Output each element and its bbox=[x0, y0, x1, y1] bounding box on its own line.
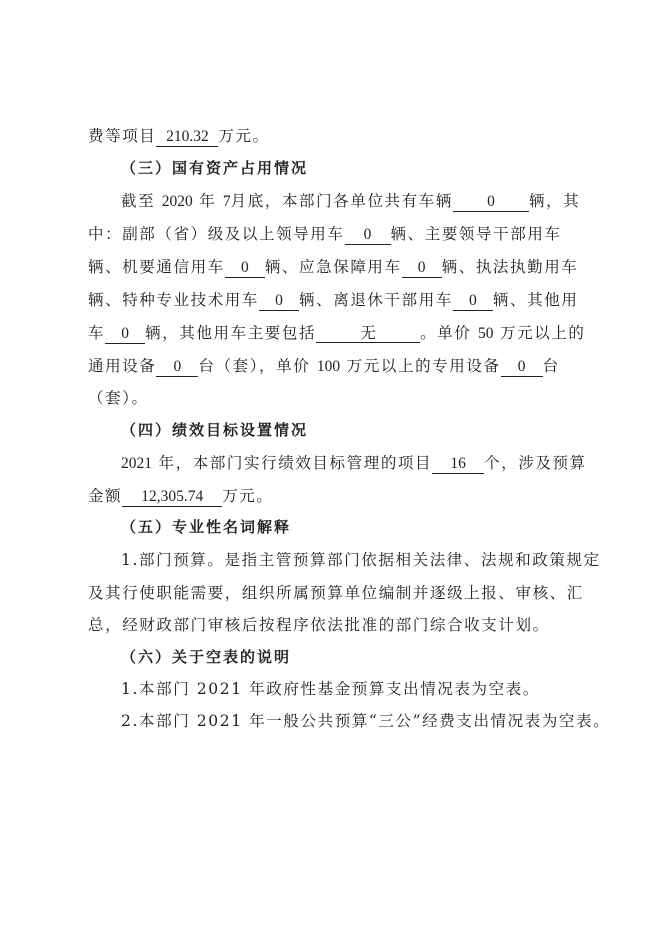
section-heading: （四）绩效目标设置情况 bbox=[121, 421, 309, 439]
total-vehicles-value: 0 bbox=[453, 193, 529, 212]
paragraph-line bbox=[88, 350, 582, 382]
paragraph-line bbox=[88, 120, 582, 152]
text: 辆、执法执勤用车 bbox=[441, 258, 579, 276]
text: 万元。 bbox=[218, 127, 270, 145]
special-equipment-value: 0 bbox=[501, 358, 543, 377]
paragraph-line bbox=[88, 480, 582, 512]
text: 车 bbox=[88, 324, 106, 342]
paragraph-line bbox=[88, 218, 582, 250]
projects-count-value: 16 bbox=[432, 455, 484, 474]
text: 辆、离退休干部用车 bbox=[299, 291, 453, 309]
text: 。单价 bbox=[420, 324, 472, 342]
text: 辆，其他用车主要包括 bbox=[145, 324, 317, 342]
text: 截至 bbox=[121, 192, 156, 210]
retired-vehicles-value: 0 bbox=[453, 292, 493, 311]
special-vehicles-value: 0 bbox=[259, 292, 299, 311]
price-threshold-value: 50 bbox=[477, 325, 494, 342]
year-value: 2020 bbox=[161, 193, 193, 210]
paragraph-line: （套）。 bbox=[88, 389, 149, 407]
comm-vehicles-value: 0 bbox=[225, 259, 265, 278]
leader-vehicles-value: 0 bbox=[345, 226, 391, 245]
price-threshold-value: 100 bbox=[316, 358, 341, 375]
text: 辆、主要领导干部用车 bbox=[390, 225, 562, 243]
paragraph-line: 总，经财政部门审核后按程序依法批准的部门综合收支计划。 bbox=[88, 616, 550, 634]
text: 月底，本部门各单位共有车辆 bbox=[230, 192, 453, 210]
text: 费等项目 bbox=[88, 127, 157, 145]
underlined-value: 210.32 bbox=[156, 128, 218, 147]
text: 辆、机要通信用车 bbox=[88, 258, 225, 276]
year-value: 2021 bbox=[121, 455, 152, 472]
paragraph-line: 1.本部门 2021 年政府性基金预算支出情况表为空表。 bbox=[121, 680, 540, 698]
section-heading: （六）关于空表的说明 bbox=[121, 648, 292, 666]
text: 台（套），单价 bbox=[198, 357, 311, 375]
other-vehicles-value: 0 bbox=[105, 325, 145, 344]
month-value: 7 bbox=[222, 193, 231, 210]
section-heading: （五）专业性名词解释 bbox=[121, 518, 292, 536]
text: 中：副部（省）级及以上领导用车 bbox=[88, 225, 345, 243]
text: 辆、其他用 bbox=[492, 291, 579, 309]
text: 万元以上的 bbox=[500, 324, 586, 342]
text: 辆，其 bbox=[528, 192, 581, 210]
paragraph-line bbox=[121, 447, 587, 479]
paragraph-line: 及其行使职能需要，组织所属预算单位编制并逐级上报、审核、汇 bbox=[88, 584, 584, 602]
text: 辆、特种专业技术用车 bbox=[88, 291, 260, 309]
section-heading: （三）国有资产占用情况 bbox=[121, 159, 309, 177]
text: 年 bbox=[199, 192, 217, 210]
paragraph-line: 2.本部门 2021 年一般公共预算“三公”经费支出情况表为空表。 bbox=[121, 712, 611, 730]
text: 通用设备 bbox=[88, 357, 157, 375]
other-desc-value: 无 bbox=[316, 324, 420, 343]
text: 台 bbox=[542, 357, 560, 375]
text: 金额 bbox=[88, 487, 123, 505]
paragraph-line bbox=[88, 317, 586, 349]
paragraph-line bbox=[88, 284, 582, 316]
paragraph-line: 1.部门预算。是指主管预算部门依据相关法律、法规和政策规定 bbox=[121, 551, 601, 569]
emergency-vehicles-value: 0 bbox=[402, 259, 442, 278]
general-equipment-value: 0 bbox=[156, 358, 198, 377]
paragraph-line bbox=[121, 185, 582, 217]
budget-amount-value: 12,305.74 bbox=[122, 488, 222, 507]
text: 万元。 bbox=[222, 487, 274, 505]
text: 个，涉及预算 bbox=[484, 454, 587, 472]
text: 万元以上的专用设备 bbox=[346, 357, 501, 375]
paragraph-line bbox=[88, 251, 582, 283]
text: 辆、应急保障用车 bbox=[264, 258, 402, 276]
text: 年，本部门实行绩效目标管理的项目 bbox=[158, 454, 433, 472]
